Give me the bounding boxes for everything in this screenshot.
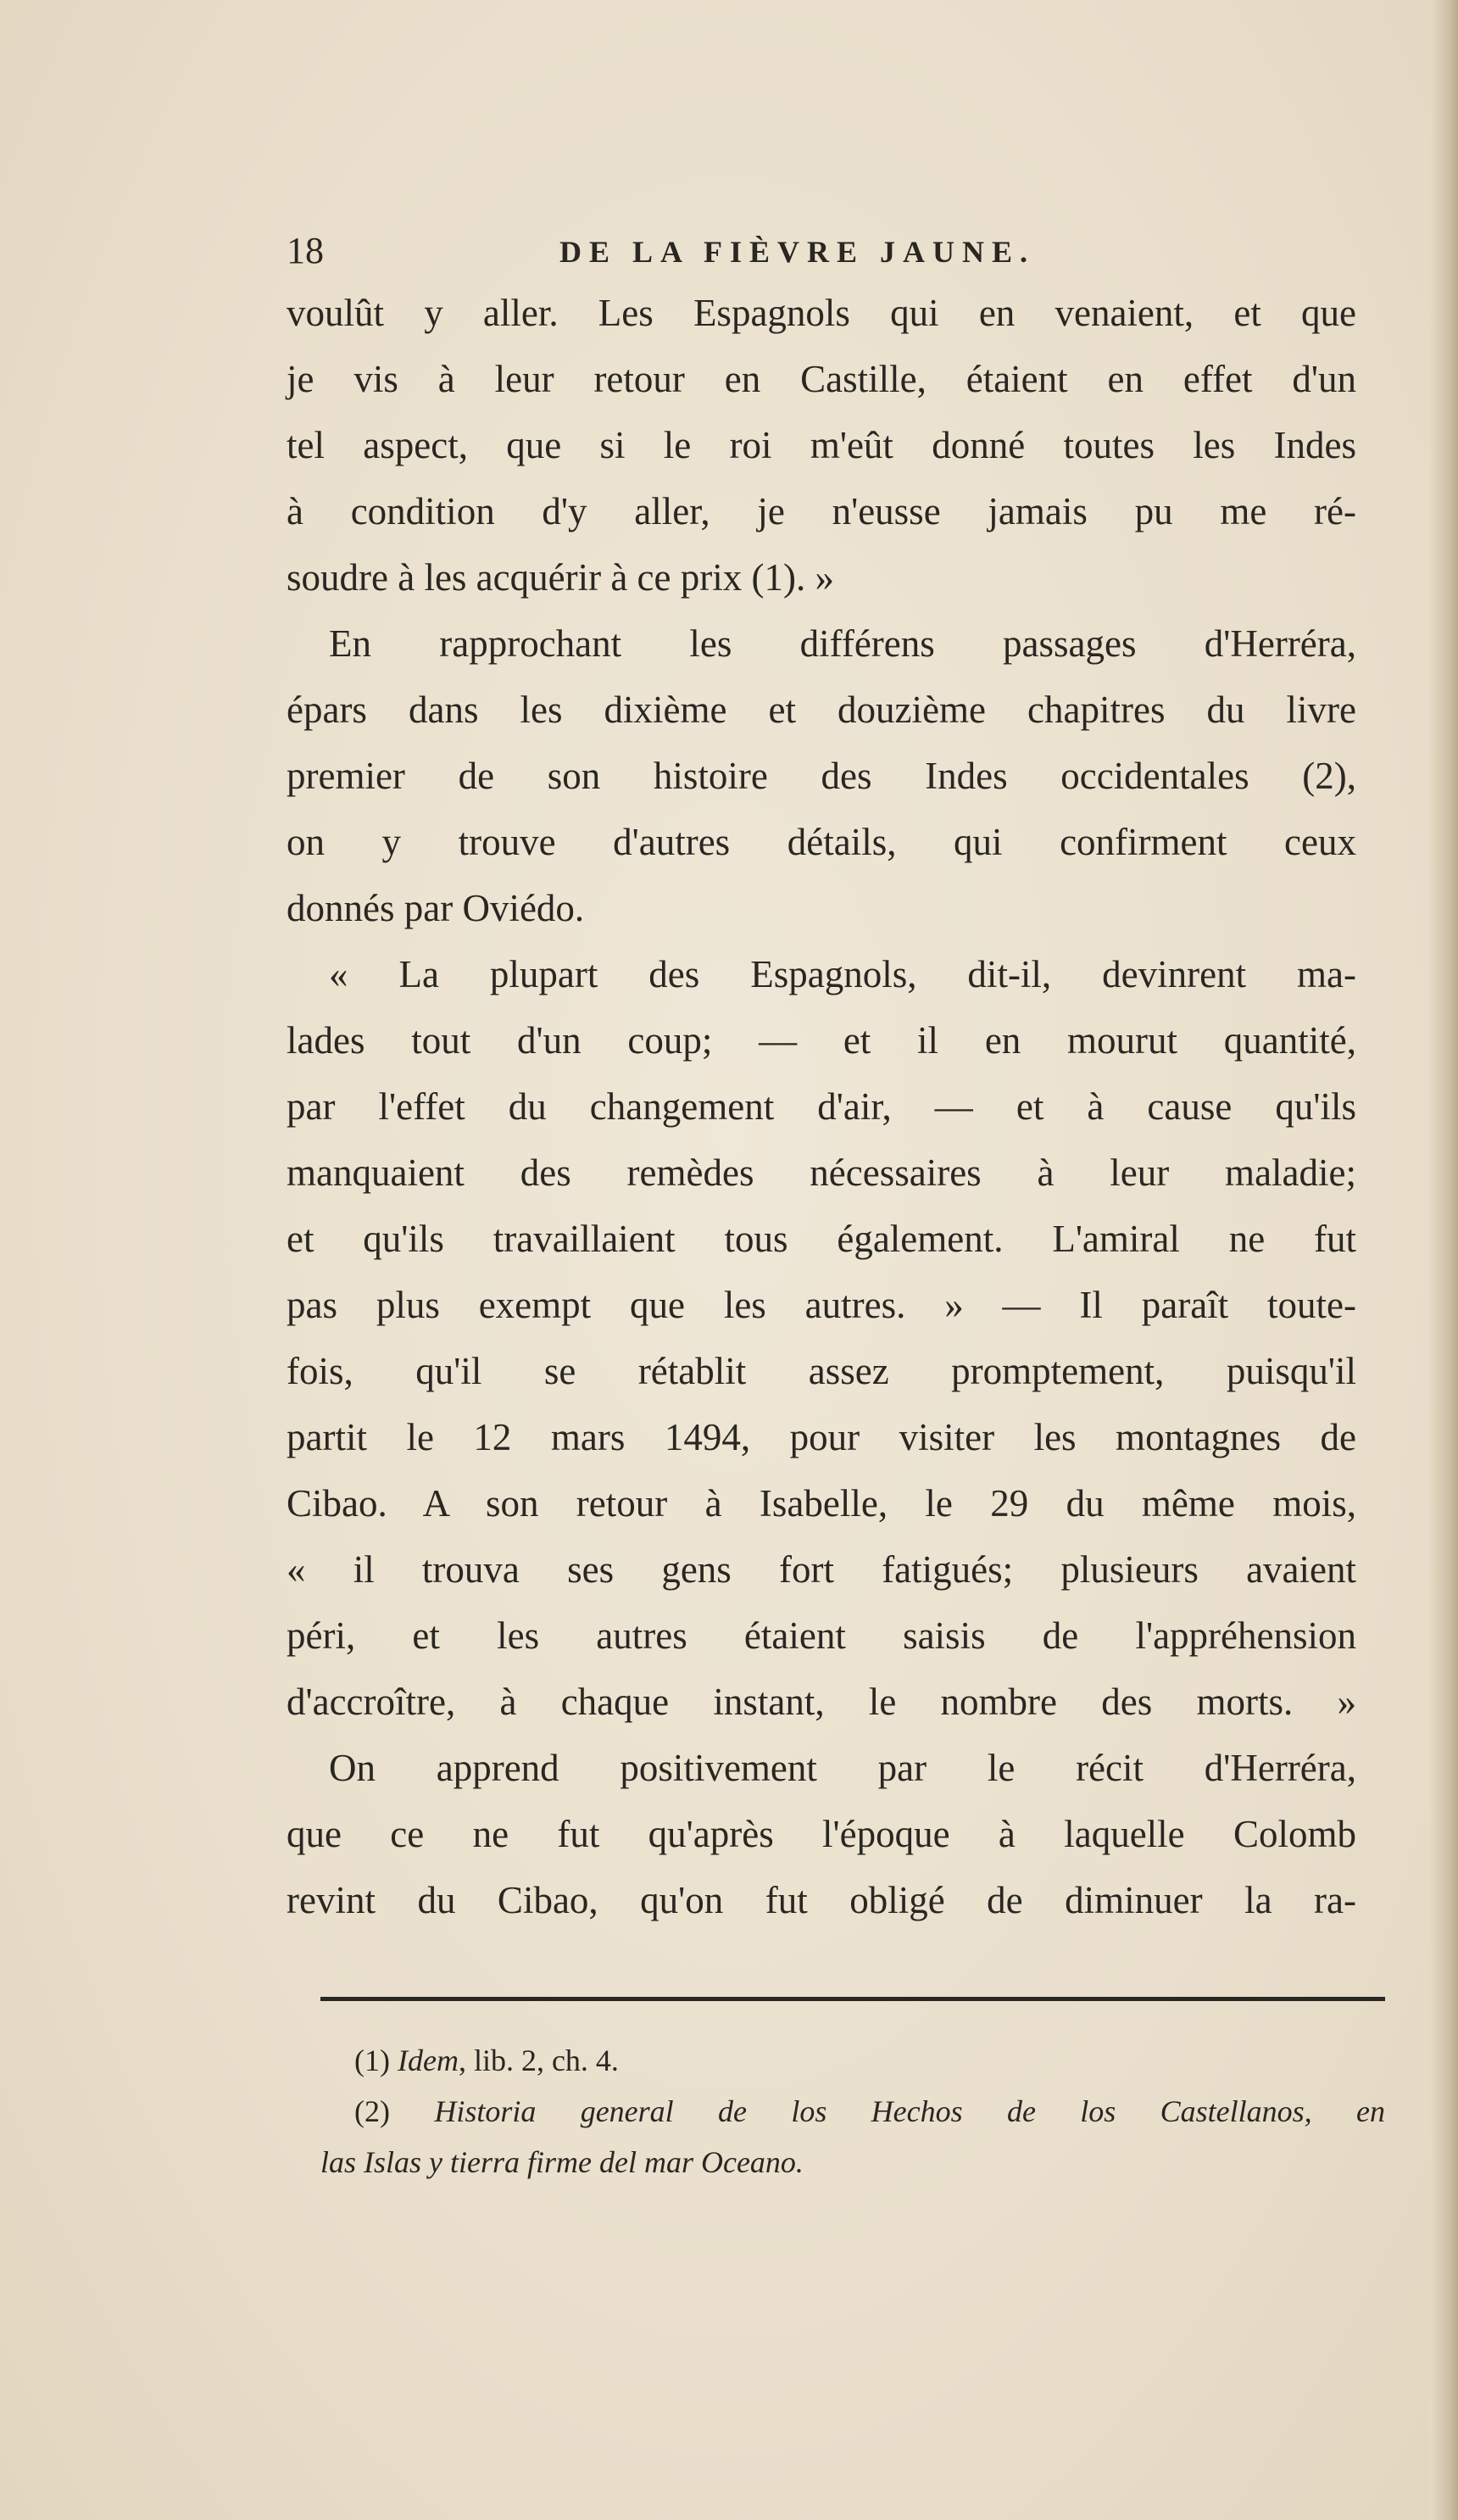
text-line: je vis à leur retour en Castille, étaient en effet d'un [287,358,1356,400]
text-line: manquaient des remèdes nécessaires à leur maladie; [287,1151,1356,1194]
text-line: et qu'ils travaillaient tous également. L'amiral ne fut [287,1218,1356,1260]
text-line: on y trouve d'autres détails, qui confirment ceux [287,821,1356,863]
text-line: revint du Cibao, qu'on fut obligé de diminuer la ra- [287,1879,1356,1921]
text-line: fois, qu'il se rétablit assez promptement, puisqu'il [287,1350,1356,1392]
text-line: En rapprochant les différens passages d'Herréra, [329,622,1356,665]
footnote-1-marker: (1) [354,2043,390,2077]
text-line: Cibao. A son retour à Isabelle, le 29 du même mois, [287,1482,1356,1525]
footnote-2 [320,2086,1385,2137]
footnote-1-reference: , lib. 2, ch. 4. [458,2043,619,2077]
footnote-2-title-line1: Historia general de los Hechos de los Castellanos, en [434,2094,1385,2128]
page-number: 18 [287,230,324,271]
text-line: d'accroître, à chaque instant, le nombre des morts. » [287,1681,1356,1723]
text-line: épars dans les dixième et douzième chapitres du livre [287,689,1356,731]
text-line: par l'effet du changement d'air, — et à cause qu'ils [287,1085,1356,1128]
text-line: « La plupart des Espagnols, dit-il, devinrent ma- [329,953,1356,995]
footnote-rule [320,1997,1385,2001]
main-text-block [287,212,1388,1933]
footnotes [320,2035,1385,2188]
page-edge [1429,0,1458,2520]
text-line: tel aspect, que si le roi m'eût donné toutes les Indes [287,424,1356,466]
footnote-1 [320,2035,1385,2086]
text-line: lades tout d'un coup; — et il en mourut quantité, [287,1019,1356,1062]
footnote-2-marker: (2) [354,2094,390,2128]
text-line: partit le 12 mars 1494, pour visiter les montagnes de [287,1416,1356,1458]
text-line: que ce ne fut qu'après l'époque à laquelle Colomb [287,1813,1356,1855]
text-line: On apprend positivement par le récit d'Herréra, [329,1747,1356,1789]
text-line: donnés par Oviédo. [287,887,585,929]
running-title: DE LA FIÈVRE JAUNE. [559,235,1036,269]
text-line: soudre à les acquérir à ce prix (1). » [287,556,834,599]
text-line: à condition d'y aller, je n'eusse jamais pu me ré- [287,490,1356,532]
running-header [287,212,1388,280]
text-line: voulût y aller. Les Espagnols qui en venaient, et que [287,292,1356,334]
text-line: « il trouva ses gens fort fatigués; plusieurs avaient [287,1548,1356,1591]
text-line: péri, et les autres étaient saisis de l'appréhension [287,1614,1356,1657]
text-line: premier de son histoire des Indes occidentales (2), [287,755,1356,797]
footnote-1-source: Idem [397,2043,459,2077]
footnote-2-title-line2: las Islas y tierra firme del mar Oceano. [320,2145,804,2179]
text-line: pas plus exempt que les autres. » — Il paraît toute- [287,1284,1356,1326]
